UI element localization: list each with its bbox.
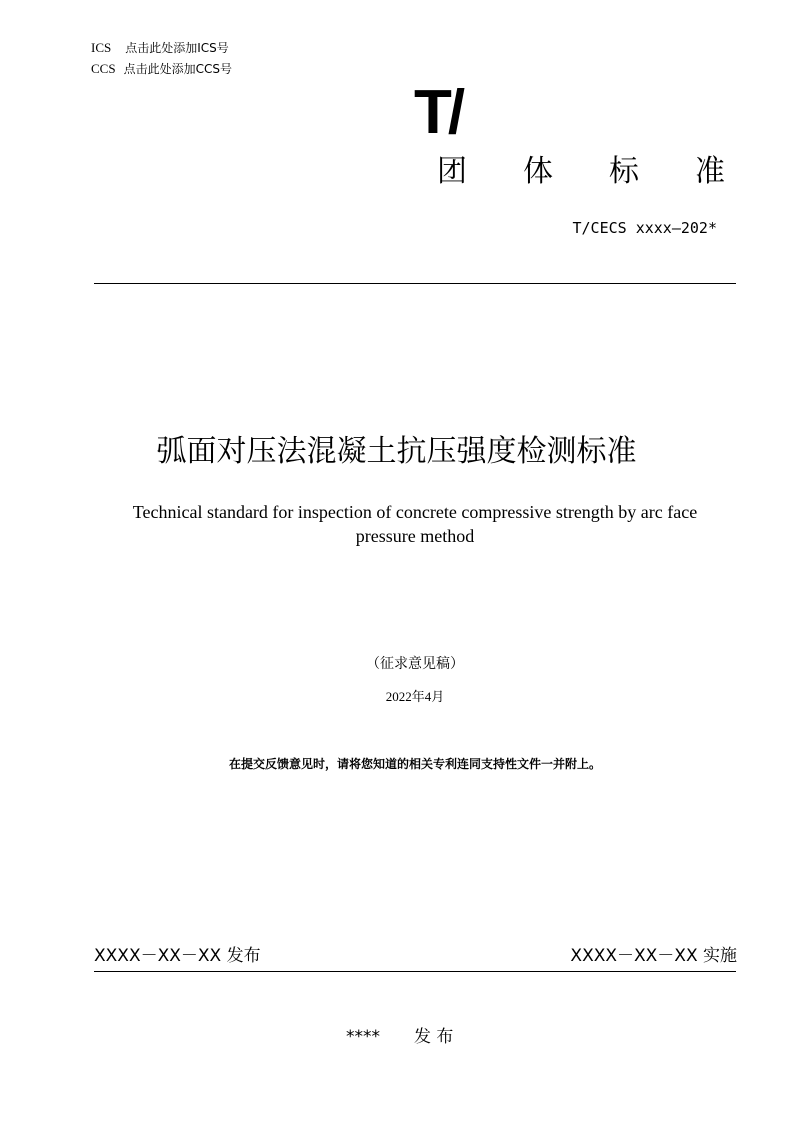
standard-number: T/CECS xxxx—202* [572, 219, 717, 237]
standard-type-char: 准 [695, 154, 725, 189]
ccs-line [91, 59, 232, 79]
ccs-placeholder[interactable]: 点击此处添加CCS号 [123, 62, 232, 76]
document-title-zh: 弧面对压法混凝土抗压强度检测标准 [156, 434, 637, 469]
footer-divider [94, 971, 736, 972]
ics-line [91, 38, 229, 58]
publisher-name: **** [346, 1027, 380, 1047]
publisher-line [346, 1024, 453, 1050]
draft-status: （征求意见稿） [366, 657, 464, 672]
publish-date: XXXX－XX－XX 发布 [94, 946, 261, 966]
ics-label: ICS [91, 40, 112, 55]
standard-type-char: 团 [437, 154, 467, 189]
header-divider [94, 283, 736, 284]
group-standard-logo: T/ [414, 78, 462, 147]
standard-type-char: 标 [609, 154, 639, 189]
implement-date: XXXX－XX－XX 实施 [570, 946, 737, 966]
ics-placeholder[interactable]: 点击此处添加ICS号 [125, 41, 229, 55]
publisher-action: 发 布 [414, 1027, 454, 1047]
patent-notice: 在提交反馈意见时，请将您知道的相关专利连同支持性文件一并附上。 [228, 757, 601, 771]
standard-type-char: 体 [523, 154, 553, 189]
draft-date: 2022年4月 [385, 689, 445, 704]
document-title-en-line2: pressure method [355, 526, 475, 546]
ccs-label: CCS [91, 61, 116, 76]
document-title-en-line1: Technical standard for inspection of concrete compressive strength by arc face [132, 502, 698, 522]
